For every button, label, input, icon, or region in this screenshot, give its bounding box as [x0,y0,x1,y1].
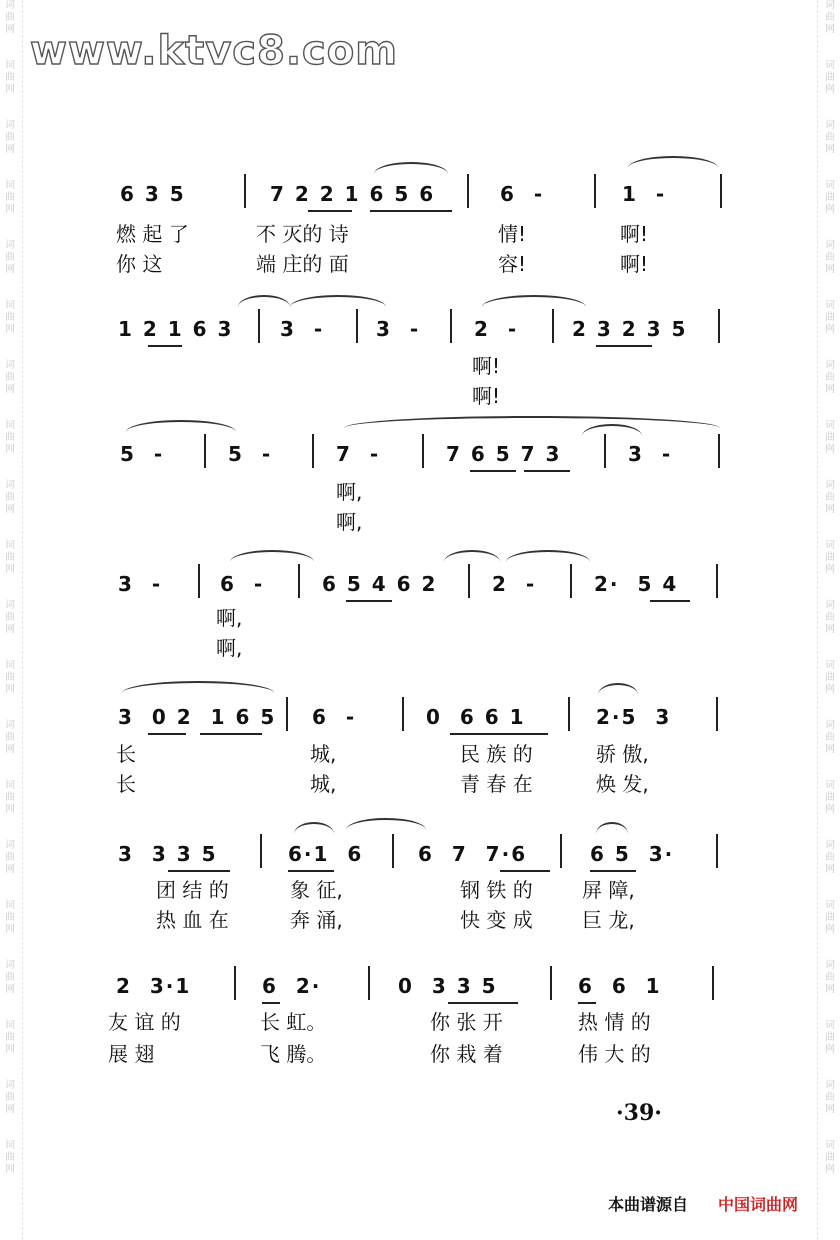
staff-line-1 [112,170,724,222]
lyric-1-v1-a: 燃 起 了 [116,222,189,246]
measure-4-3: 6 5 4 6 2 [322,572,438,596]
lyric-7-v1-a: 友 谊 的 [108,1010,181,1034]
measure-6-4: 6 5 3· [590,842,675,866]
barline [716,564,718,598]
barline [312,434,314,468]
site-watermark: www.ktvc8.com [30,28,398,74]
underline-beam [148,345,182,347]
lyric-1-v2-c: 容! [498,252,527,276]
measure-2-4: 2 - [474,317,519,341]
barline [568,697,570,731]
lyric-7-v2-d: 伟 大 的 [578,1042,651,1066]
barline [468,564,470,598]
lyric-5-v2-c: 青 春 在 [460,772,533,796]
lyric-3-v2: 啊, [336,510,363,534]
measure-2-5: 2 3 2 3 5 [572,317,688,341]
slur [374,162,448,174]
barline [258,309,260,343]
lyric-5-v1-d: 骄 傲, [596,742,649,766]
barline [716,834,718,868]
measure-4-2: 6 - [220,572,265,596]
measure-7-1: 2 3·1 [116,974,192,998]
slur [598,683,638,695]
underline-beam [262,1002,280,1004]
barline [718,309,720,343]
barline [604,434,606,468]
lyric-6-v2-d: 巨 龙, [582,908,635,932]
barline [392,834,394,868]
lyric-7-v1-d: 热 情 的 [578,1010,651,1034]
measure-2-3: 3 - [376,317,421,341]
page-number: ·39· [616,1100,662,1126]
underline-beam [590,870,636,872]
measure-2-1: 1 2 1 6 3 [118,317,234,341]
measure-2-2: 3 - [280,317,325,341]
barline [467,174,469,208]
measure-5-2: 6 - [312,705,357,729]
left-side-watermark: 词 曲 网 词 曲 网 词 曲 网 词 曲 网 词 曲 网 词 曲 网 词 曲 网 词 曲 网 词 曲 网 词 曲 网 词 曲 网 词 曲 网 词 曲 网 词 曲 网 词 曲 网 词 曲 网 词 曲 网 词 曲 网 词 曲 网 词 曲 网 [5,0,15,1175]
right-margin-line [817,0,818,1240]
measure-6-3: 6 7 7·6 [418,842,528,866]
barline [718,434,720,468]
barline [552,309,554,343]
slur [506,550,590,562]
underline-beam [578,1002,596,1004]
barline [198,564,200,598]
lyric-6-v2-a: 热 血 在 [156,908,229,932]
slur [444,550,500,562]
barline [450,309,452,343]
slur [628,156,718,168]
barline [560,834,562,868]
lyric-7-v2-c: 你 栽 着 [430,1042,503,1066]
slur [344,416,720,428]
lyric-1-v1-c: 情! [498,222,527,246]
barline [286,697,288,731]
measure-3-5: 3 - [628,442,673,466]
measure-7-3: 0 3 3 5 [398,974,498,998]
lyric-5-v1-c: 民 族 的 [460,742,533,766]
barline [402,697,404,731]
measure-7-4: 6 6 1 [578,974,662,998]
measure-4-4: 2 - [492,572,537,596]
measure-7-2: 6 2· [262,974,322,998]
slur [346,818,426,830]
underline-beam [448,1002,518,1004]
measure-5-4: 2·5 3 [596,705,672,729]
measure-1-1: 6 3 5 [120,182,186,206]
barline [550,966,552,1000]
underline-beam [524,470,570,472]
slur [122,681,274,693]
measure-4-1: 3 - [118,572,163,596]
underline-beam [650,600,690,602]
lyric-4-v1: 啊, [216,606,243,630]
underline-beam [168,870,230,872]
underline-beam [596,345,652,347]
lyric-5-v1-b: 城, [310,742,337,766]
lyric-3-v1: 啊, [336,480,363,504]
measure-3-3: 7 - [336,442,381,466]
staff-line-4 [112,560,724,612]
lyric-6-v2-c: 快 变 成 [460,908,533,932]
staff-line-3 [112,430,724,482]
lyric-7-v1-c: 你 张 开 [430,1010,503,1034]
lyric-1-v1-b: 不 灭的 诗 [256,222,349,246]
measure-1-3: 6 - [500,182,545,206]
barline [720,174,722,208]
slur [290,295,386,307]
left-margin-line [22,0,23,1240]
lyric-7-v1-b: 长 虹。 [260,1010,327,1034]
footer-source-label: 本曲谱源自 [608,1195,689,1214]
lyric-4-v2: 啊, [216,636,243,660]
underline-beam [308,210,352,212]
lyric-7-v2-a: 展 翅 [108,1042,155,1066]
measure-3-1: 5 - [120,442,165,466]
lyric-1-v2-d: 啊! [620,252,649,276]
barline [234,966,236,1000]
lyric-6-v2-b: 奔 涌, [290,908,343,932]
barline [368,966,370,1000]
lyric-6-v1-a: 团 结 的 [156,878,229,902]
barline [716,697,718,731]
lyric-2-v2: 啊! [472,384,501,408]
barline [260,834,262,868]
lyric-5-v2-a: 长 [116,772,136,796]
underline-beam [288,870,334,872]
barline [244,174,246,208]
measure-1-4: 1 - [622,182,667,206]
underline-beam [148,733,186,735]
staff-line-2 [112,305,724,357]
lyric-1-v1-d: 啊! [620,222,649,246]
lyric-6-v1-c: 钢 铁 的 [460,878,533,902]
lyric-1-v2-a: 你 这 [116,252,163,276]
barline [422,434,424,468]
slur [126,420,236,432]
slur [482,295,586,307]
lyric-5-v2-b: 城, [310,772,337,796]
lyric-6-v1-d: 屏 障, [582,878,635,902]
underline-beam [470,470,516,472]
right-side-watermark: 词 曲 网 词 曲 网 词 曲 网 词 曲 网 词 曲 网 词 曲 网 词 曲 网 词 曲 网 词 曲 网 词 曲 网 词 曲 网 词 曲 网 词 曲 网 词 曲 网 词 曲 网 词 曲 网 词 曲 网 词 曲 网 词 曲 网 词 曲 网 [825,0,835,1175]
lyric-2-v1: 啊! [472,354,501,378]
slur [230,550,314,562]
lyric-7-v2-b: 飞 腾。 [260,1042,327,1066]
barline [356,309,358,343]
barline [712,966,714,1000]
barline [298,564,300,598]
barline [570,564,572,598]
measure-1-2: 7 2 2 1 6 5 6 [270,182,436,206]
underline-beam [200,733,262,735]
underline-beam [346,600,392,602]
measure-6-1: 3 3 3 5 [118,842,218,866]
measure-6-2: 6·1 6 [288,842,364,866]
barline [594,174,596,208]
lyric-5-v1-a: 长 [116,742,136,766]
lyric-6-v1-b: 象 征, [290,878,343,902]
slur [238,295,290,307]
slur [596,822,628,834]
underline-beam [450,733,548,735]
underline-beam [370,210,452,212]
measure-3-2: 5 - [228,442,273,466]
lyric-1-v2-b: 端 庄的 面 [256,252,349,276]
measure-5-1: 3 0 2 1 6 5 [118,705,277,729]
lyric-5-v2-d: 焕 发, [596,772,649,796]
slur [294,822,334,834]
measure-5-3: 0 6 6 1 [426,705,526,729]
measure-3-4: 7 6 5 7 3 [446,442,562,466]
underline-beam [500,870,550,872]
barline [204,434,206,468]
footer-site-link[interactable]: 中国词曲网 [718,1195,799,1214]
measure-4-5: 2· 5 4 [594,572,679,596]
